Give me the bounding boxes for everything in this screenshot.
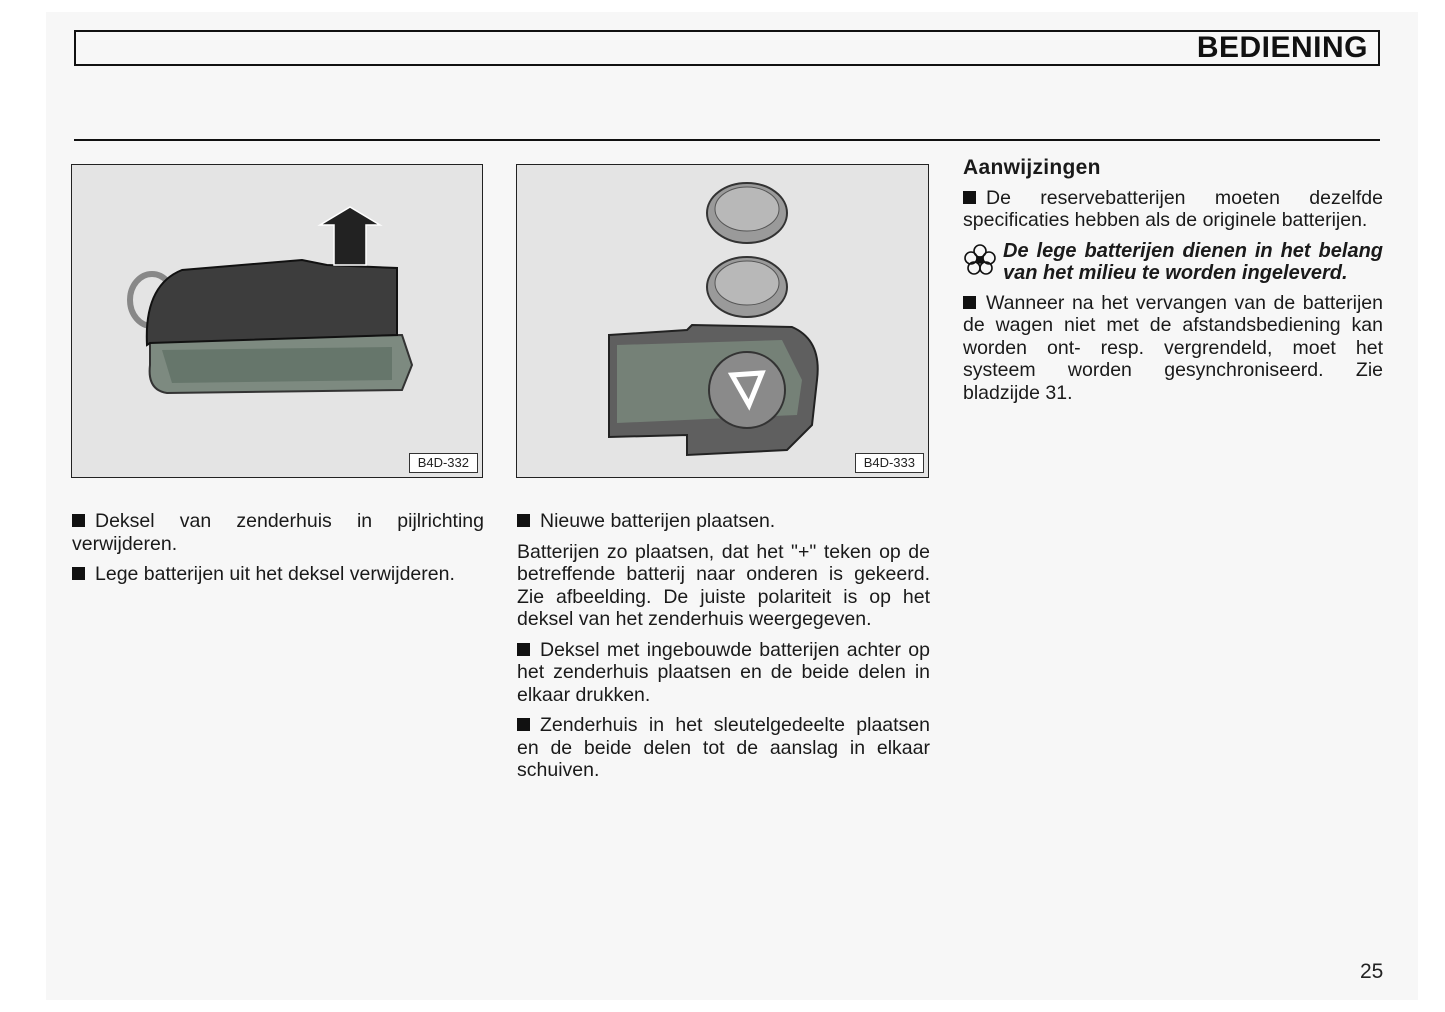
list-item: Lege batterijen uit het deksel verwijderen.: [72, 563, 484, 586]
arrow-up-icon: [320, 207, 380, 265]
figure-code: B4D-333: [855, 453, 924, 473]
list-item: Wanneer na het vervangen van de batterijen de wagen niet met de afstandsbediening kan worden ont- resp. vergrendeld, moet het systeem worden gesynchroniseerd. Zie bladzijde 31.: [963, 291, 1383, 404]
battery-holder: [709, 352, 785, 428]
list-item: De reservebatterijen moeten dezelfde specificaties hebben als de originele batterijen.: [963, 186, 1383, 231]
circuit-board: [162, 347, 392, 383]
page-header: [74, 30, 1380, 66]
list-item: Deksel van zenderhuis in pijlrichting verwijderen.: [72, 510, 484, 555]
page-number: 25: [1360, 960, 1384, 983]
figure-remove-cover: [71, 164, 483, 478]
list-item: Nieuwe batterijen plaatsen.: [517, 510, 930, 533]
bullet-icon: [517, 643, 530, 656]
figure-code: B4D-332: [409, 453, 478, 473]
bullet-icon: [72, 514, 85, 527]
bullet-icon: [517, 514, 530, 527]
battery-cover-illustration: [517, 165, 929, 478]
bullet-icon: [963, 191, 976, 204]
paragraph: Batterijen zo plaatsen, dat het "+" teken op de betreffende batterij naar onderen is gekeerd. Zie afbeelding. De juiste polariteit is op het deksel van het zenderhuis weergegeven.: [517, 540, 930, 630]
column-2: [517, 510, 930, 790]
bullet-icon: [963, 296, 976, 309]
environment-flower-icon: [963, 242, 997, 278]
figure-insert-batteries: [516, 164, 929, 478]
header-rule: [74, 139, 1380, 141]
bullet-icon: [517, 718, 530, 731]
notes-heading: Aanwijzingen: [963, 156, 1101, 179]
column-1: [72, 510, 484, 594]
bullet-icon: [72, 567, 85, 580]
page-header-title: BEDIENING: [1196, 31, 1368, 64]
transmitter-cover: [147, 260, 397, 345]
notes-column: [963, 157, 1383, 412]
key-transmitter-illustration: [72, 165, 483, 478]
environment-note: De lege batterijen dienen in het belang van het milieu te worden ingeleverd.: [963, 240, 1383, 284]
list-item: Deksel met ingebouwde batterijen achter op het zenderhuis plaatsen en de beide delen in elkaar drukken.: [517, 638, 930, 706]
list-item: Zenderhuis in het sleutelgedeelte plaatsen en de beide delen tot de aanslag in elkaar schuiven.: [517, 714, 930, 781]
